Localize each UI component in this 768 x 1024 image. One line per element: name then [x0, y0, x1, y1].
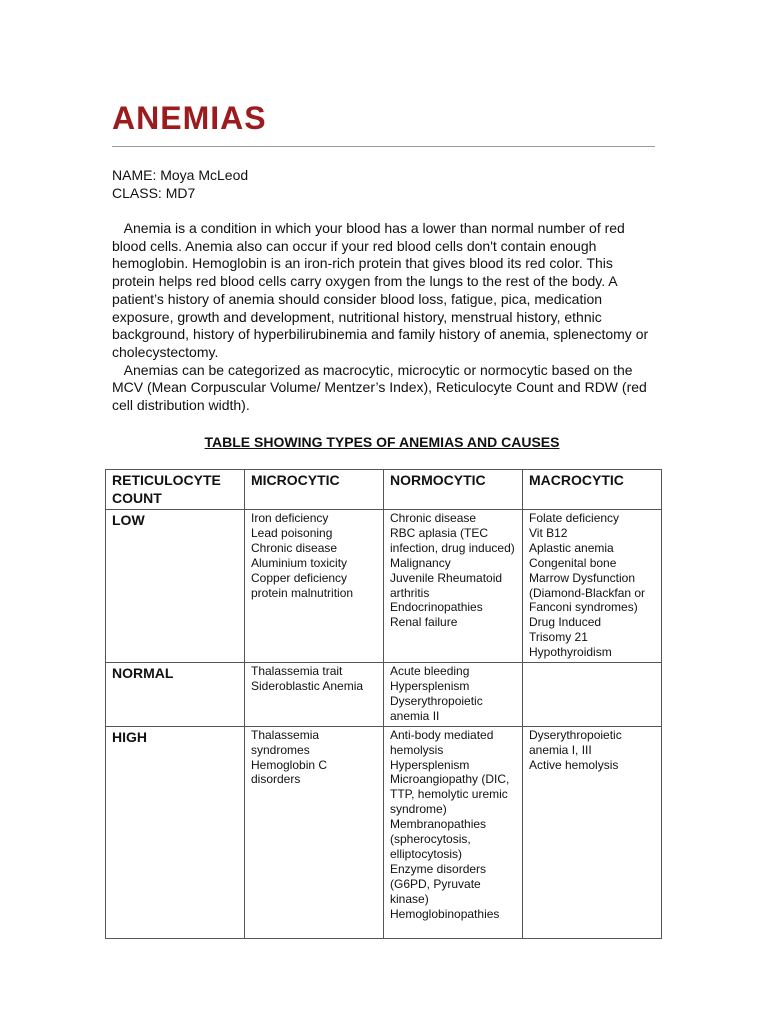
cause-item: Endocrinopathies	[390, 600, 483, 615]
table-row	[106, 510, 662, 663]
cause-item: Aplastic anemia	[529, 540, 614, 555]
cause-item: Aluminium toxicity	[251, 555, 348, 570]
cause-item: Folate deficiency	[529, 511, 620, 525]
cause-item: Chronic disease	[390, 511, 477, 525]
cause-item: Marrow Dysfunction (Diamond-Blackfan or Fanconi syndromes)	[529, 570, 646, 615]
cause-item: Malignancy	[390, 555, 451, 570]
cell-normocytic	[384, 726, 523, 938]
table-header-row	[106, 470, 662, 510]
cause-item: Vit B12	[529, 525, 568, 540]
cause-item: Thalassemia trait	[251, 664, 343, 679]
cause-item: Trisomy 21	[529, 630, 588, 645]
cause-item: Membranopathies (spherocytosis, elliptocytosis)	[390, 817, 487, 861]
header-macrocytic: MACROCYTIC	[523, 470, 662, 510]
cause-item: Renal failure	[390, 615, 458, 630]
cell-normocytic	[384, 663, 523, 727]
cell-macrocytic	[523, 510, 662, 663]
cause-item: protein malnutrition	[251, 585, 354, 600]
cell-macrocytic	[523, 726, 662, 938]
cause-item: Active hemolysis	[529, 757, 619, 772]
table-row	[106, 726, 662, 938]
header-reticulocyte-count: RETICULOCYTE COUNT	[106, 470, 245, 510]
header-normocytic: NORMOCYTIC	[384, 470, 523, 510]
cause-item: Anti-body mediated hemolysis	[390, 727, 494, 757]
cause-item: Thalassemia syndromes	[251, 727, 320, 757]
row-label-normal: NORMAL	[106, 663, 245, 727]
cause-item: RBC aplasia (TEC infection, drug induced)	[390, 525, 515, 555]
table-row	[106, 663, 662, 727]
title-divider	[112, 146, 655, 147]
anemia-types-table	[105, 469, 662, 939]
intro-paragraph-categories: Anemias can be categorized as macrocytic, microcytic or normocytic based on the MCV (Mean Corpuscular Volume/ Mentzer’s Index), Reticulocyte Count and RDW (red cell distribution width).	[112, 361, 651, 414]
cause-item: Hypothyroidism	[529, 645, 612, 660]
cause-item: Congenital bone	[529, 555, 617, 570]
cause-item: Juvenile Rheumatoid arthritis	[390, 570, 503, 600]
cause-item: Chronic disease	[251, 540, 338, 555]
intro-paragraph-definition: Anemia is a condition in which your blood has a lower than normal number of red blood cells. Anemia also can occur if your red blood cells don't contain enough hemoglobin. Hemoglobin is an iron-rich protein that gives blood its red color. This protein helps red blood cells carry oxygen from the lungs to the rest of the body. A patient’s history of anemia should consider blood loss, fatigue, pica, medication exposure, growth and development, nutritional history, menstrual history, ethnic background, history of hyperbilirubinemia and family history of anemia, splenectomy or cholecystectomy.	[112, 220, 653, 360]
header-microcytic: MICROCYTIC	[245, 470, 384, 510]
cause-item: Dyserythropoietic anemia II	[390, 693, 483, 723]
cause-item: Drug Induced	[529, 615, 602, 630]
page-title: ANEMIAS	[112, 100, 267, 136]
cause-item: Copper deficiency	[251, 570, 348, 585]
cause-item: Acute bleeding	[390, 664, 470, 679]
intro-text	[112, 220, 652, 415]
cause-item: Iron deficiency	[251, 511, 329, 525]
row-label-high: HIGH	[106, 726, 245, 938]
student-name: NAME: Moya McLeod	[112, 167, 249, 183]
table-caption: TABLE SHOWING TYPES OF ANEMIAS AND CAUSES	[204, 434, 560, 450]
row-label-low: LOW	[106, 510, 245, 663]
cause-item: Microangiopathy (DIC, TTP, hemolytic uremic syndrome)	[390, 772, 510, 817]
cell-microcytic	[245, 510, 384, 663]
cause-item: Hemoglobin C disorders	[251, 757, 328, 787]
cause-item: Hypersplenism	[390, 757, 470, 772]
cause-item: Enzyme disorders (G6PD, Pyruvate kinase)	[390, 861, 487, 906]
cause-item: Lead poisoning	[251, 525, 333, 540]
class-label: CLASS: MD7	[112, 185, 196, 201]
cell-macrocytic	[523, 663, 662, 727]
cause-item: Sideroblastic Anemia	[251, 678, 364, 693]
cell-normocytic	[384, 510, 523, 663]
cause-item: Hemoglobinopathies	[390, 906, 500, 921]
cell-microcytic	[245, 726, 384, 938]
cause-item: Dyserythropoietic anemia I, III	[529, 727, 622, 757]
cause-item: Hypersplenism	[390, 678, 470, 693]
cell-microcytic	[245, 663, 384, 727]
